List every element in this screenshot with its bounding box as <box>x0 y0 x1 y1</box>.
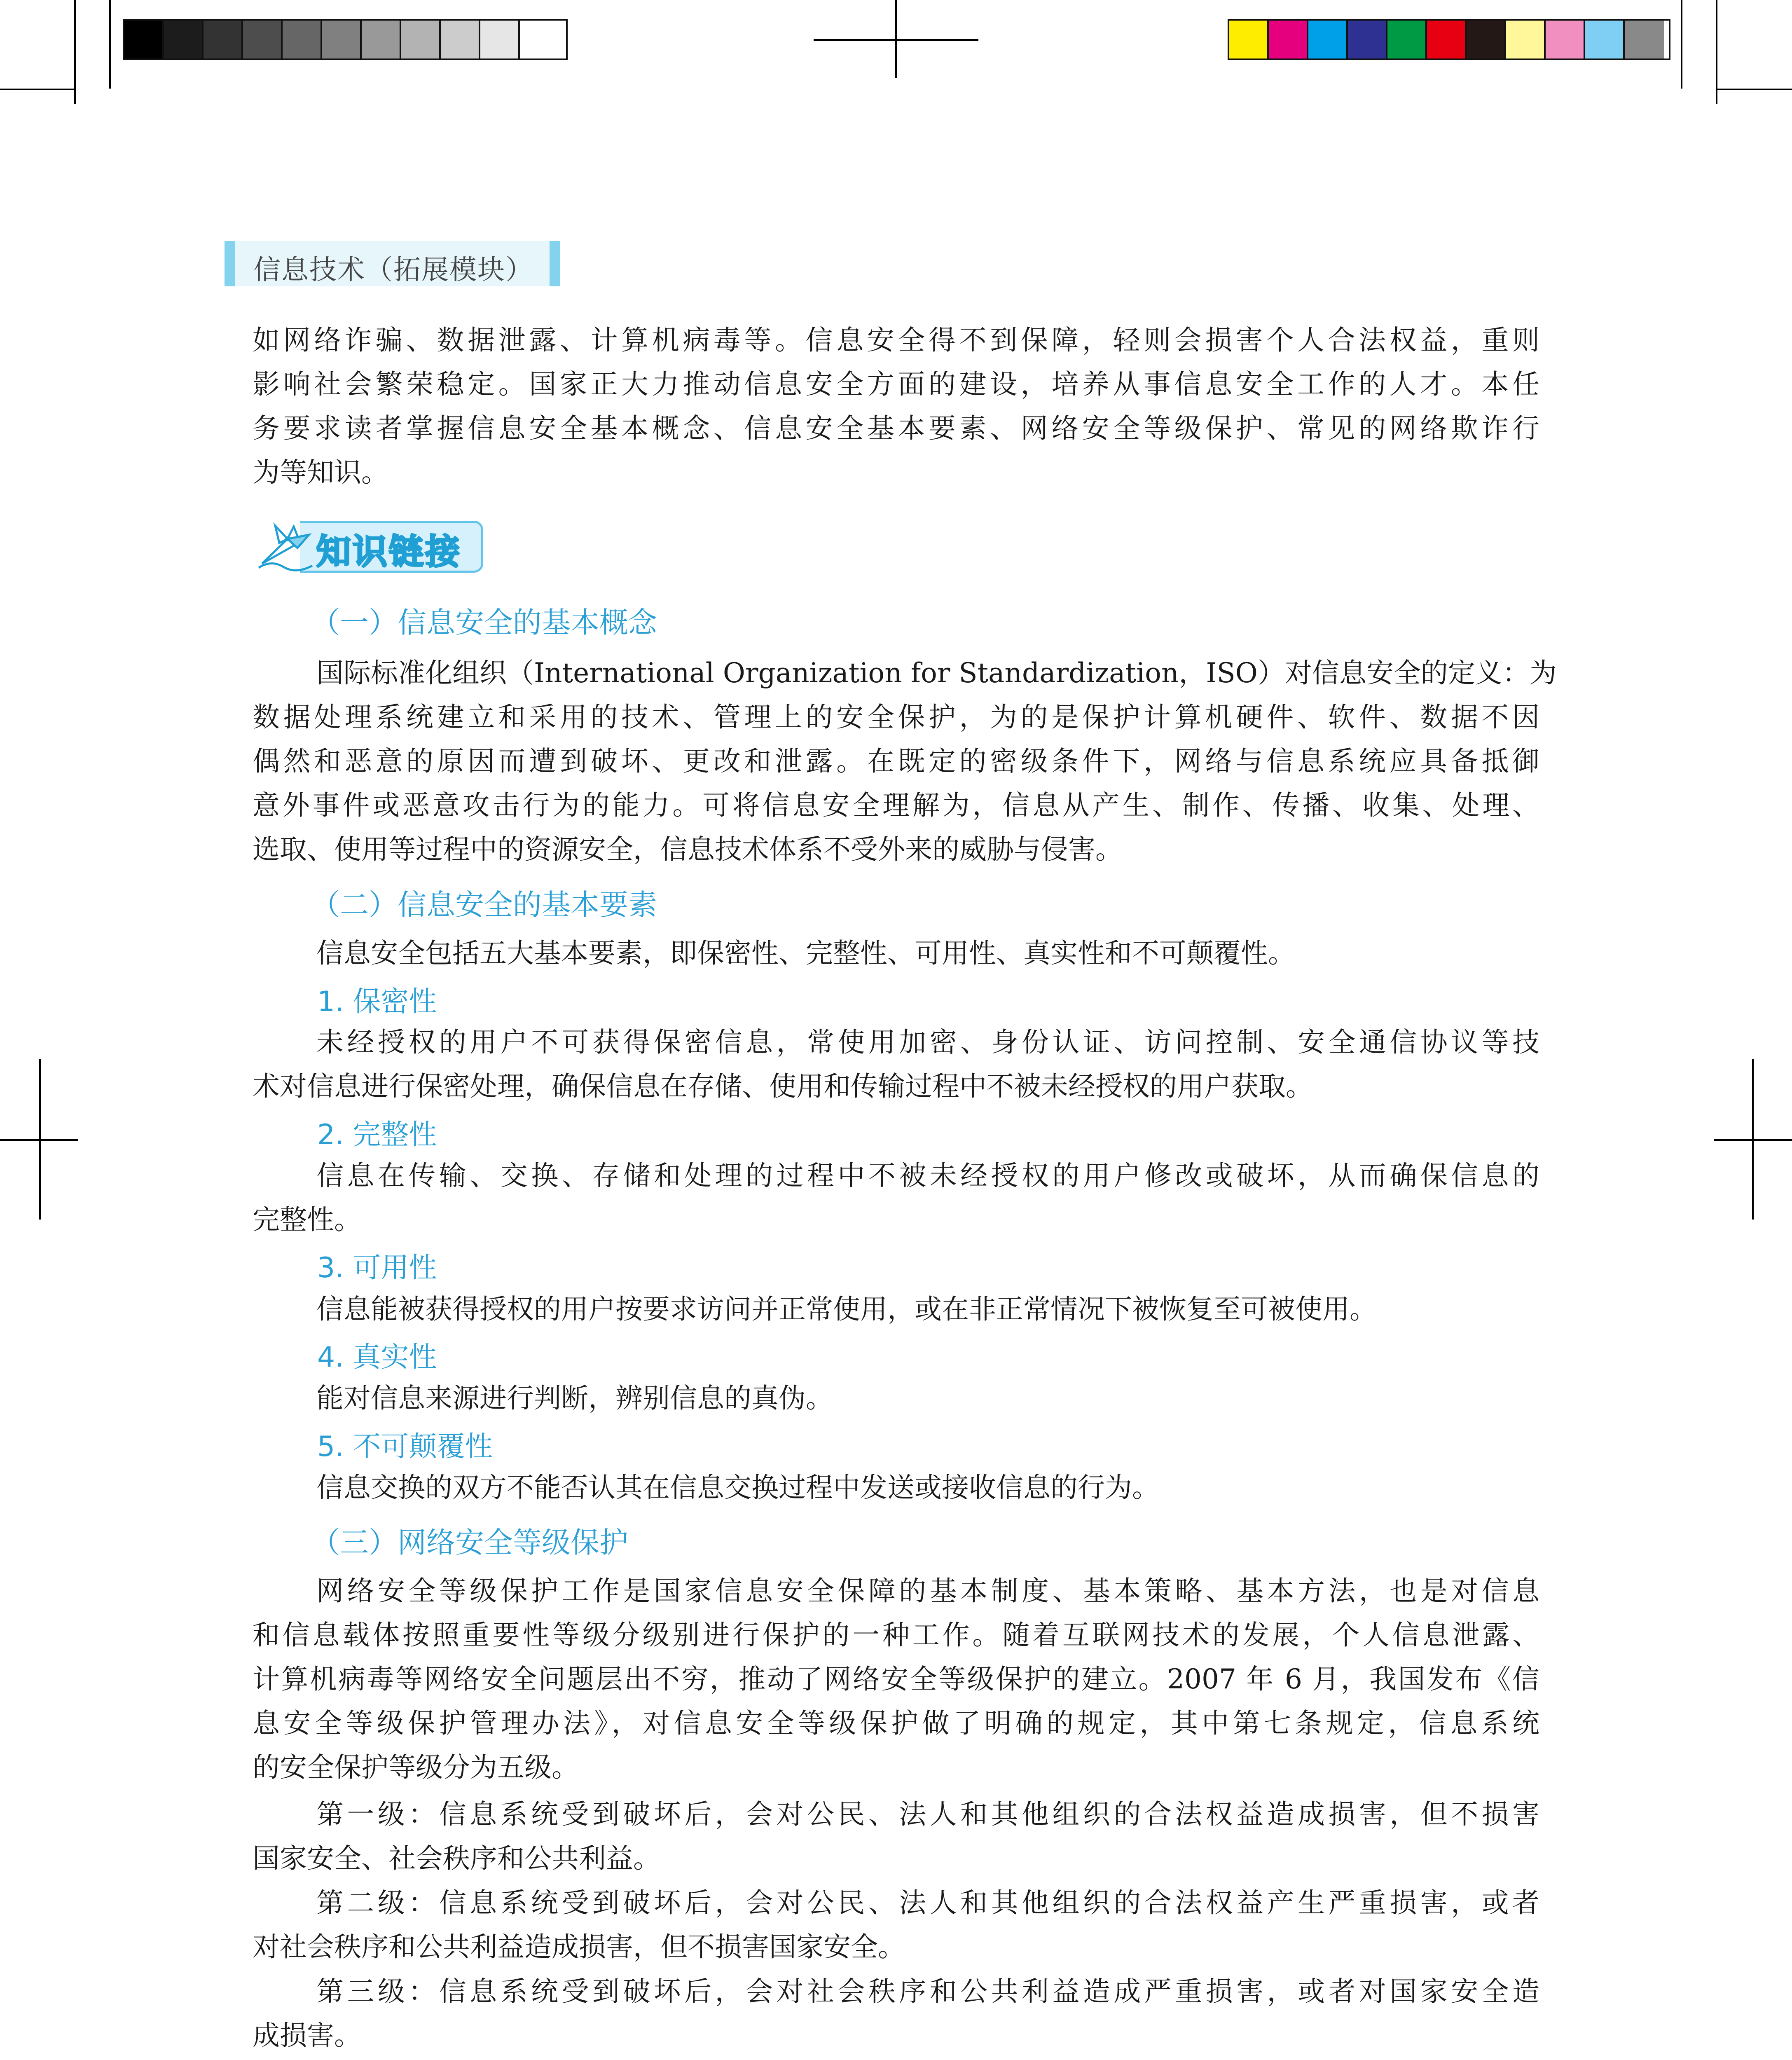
text-line-indented: 国际标准化组织（International Organization for Standardization，ISO）对信息安全的定义：为 <box>316 657 1557 689</box>
color-swatch <box>1348 21 1387 59</box>
color-swatch <box>283 21 322 59</box>
section2-intro <box>253 931 1539 975</box>
subsection-heading: 5. 不可颠覆性 <box>317 1430 493 1463</box>
color-swatch <box>1625 21 1664 59</box>
text-line-indented: 未经授权的用户不可获得保密信息，常使用加密、身份认证、访问控制、安全通信协议等技 <box>316 1026 1539 1058</box>
text-line-indented: 信息在传输、交换、存储和处理的过程中不被未经授权的用户修改或破坏，从而确保信息的 <box>316 1160 1539 1192</box>
item-paragraph <box>253 1376 1539 1420</box>
text-line: 对社会秩序和公共利益造成损害，但不损害国家安全。 <box>253 1931 905 1963</box>
text-line-indented: 信息安全包括五大基本要素，即保密性、完整性、可用性、真实性和不可颠覆性。 <box>316 937 1295 969</box>
text-line-indented: 第二级：信息系统受到破坏后，会对公民、法人和其他组织的合法权益产生严重损害，或者 <box>316 1887 1539 1919</box>
section-heading: （二）信息安全的基本要素 <box>311 888 657 922</box>
color-swatch <box>1546 21 1585 59</box>
color-swatch <box>520 21 559 59</box>
text-line: 务要求读者掌握信息安全基本概念、信息安全基本要素、网络安全等级保护、常见的网络欺诈行 <box>253 412 1539 444</box>
text-line: 计算机病毒等网络安全问题层出不穷，推动了网络安全等级保护的建立。2007 年 6 月，我国发布《信 <box>253 1663 1539 1695</box>
text-line: 的安全保护等级分为五级。 <box>253 1751 579 1783</box>
color-swatch <box>1387 21 1427 59</box>
subsection-heading: 2. 完整性 <box>317 1119 437 1151</box>
level-paragraph <box>253 1792 1539 1880</box>
text-line-indented: 网络安全等级保护工作是国家信息安全保障的基本制度、基本策略、基本方法，也是对信息 <box>316 1575 1539 1607</box>
subsection-heading: 3. 可用性 <box>317 1252 437 1284</box>
section3-paragraph <box>253 1569 1539 1789</box>
level-paragraph <box>253 1969 1539 2058</box>
text-line <box>253 1376 1539 1420</box>
text-line: 完整性。 <box>253 1204 361 1236</box>
color-swatch <box>362 21 401 59</box>
text-line: 影响社会繁荣稳定。国家正大力推动信息安全方面的建设，培养从事信息安全工作的人才。本任 <box>253 368 1539 400</box>
color-swatch <box>1229 21 1269 59</box>
text-line: 国家安全、社会秩序和公共利益。 <box>253 1842 660 1874</box>
color-swatch <box>1585 21 1625 59</box>
text-line <box>253 651 1557 695</box>
text-line <box>253 1881 1539 1925</box>
color-swatch <box>164 21 204 59</box>
intro-paragraph <box>253 318 1539 494</box>
running-header-title: 信息技术（拓展模块） <box>253 254 533 286</box>
text-line-indented: 能对信息来源进行判断，辨别信息的真伪。 <box>316 1382 833 1414</box>
section1-paragraph <box>253 651 1557 871</box>
text-line-indented: 第一级：信息系统受到破坏后，会对公民、法人和其他组织的合法权益造成损害，但不损害 <box>316 1798 1539 1830</box>
color-swatch <box>1506 21 1546 59</box>
text-line: 术对信息进行保密处理，确保信息在存储、使用和传输过程中不被未经授权的用户获取。 <box>253 1070 1313 1102</box>
text-line-indented: 第三级：信息系统受到破坏后，会对社会秩序和公共利益造成严重损害，或者对国家安全造 <box>316 1976 1539 2007</box>
color-swatch <box>204 21 243 59</box>
subsection-heading: 1. 保密性 <box>317 986 437 1018</box>
color-swatch <box>124 21 164 59</box>
color-swatch <box>441 21 480 59</box>
badge-label: 知识链接 <box>316 531 462 572</box>
text-line <box>253 1969 1539 2013</box>
header-stripe-right <box>550 241 560 286</box>
text-line: 如网络诈骗、数据泄露、计算机病毒等。信息安全得不到保障，轻则会损害个人合法权益，重则 <box>253 324 1539 356</box>
item-paragraph <box>253 1154 1539 1242</box>
text-line <box>253 1792 1539 1836</box>
color-swatch <box>1427 21 1467 59</box>
color-swatch <box>322 21 362 59</box>
color-calibration-bar <box>1228 19 1670 60</box>
color-swatch <box>1308 21 1348 59</box>
text-line: 为等知识。 <box>253 456 388 488</box>
color-swatch <box>401 21 441 59</box>
text-line: 数据处理系统建立和采用的技术、管理上的安全保护，为的是保护计算机硬件、软件、数据不因 <box>253 701 1539 733</box>
text-line <box>253 1569 1539 1613</box>
text-line: 选取、使用等过程中的资源安全，信息技术体系不受外来的威胁与侵害。 <box>253 833 1123 865</box>
item-paragraph <box>253 1465 1539 1510</box>
section-heading: （一）信息安全的基本概念 <box>311 606 657 639</box>
text-line <box>253 1020 1539 1064</box>
running-header <box>225 241 560 286</box>
item-paragraph <box>253 1020 1539 1108</box>
knowledge-link-badge <box>255 518 485 573</box>
color-swatch <box>480 21 520 59</box>
text-line: 偶然和恶意的原因而遭到破坏、更改和泄露。在既定的密级条件下，网络与信息系统应具备抵御 <box>253 745 1539 777</box>
text-line <box>253 931 1539 975</box>
subsection-heading: 4. 真实性 <box>317 1341 437 1374</box>
text-line <box>253 1465 1539 1510</box>
text-line <box>253 1287 1539 1331</box>
text-line: 和信息载体按照重要性等级分级别进行保护的一种工作。随着互联网技术的发展，个人信息泄露、 <box>253 1619 1539 1651</box>
text-line: 息安全等级保护管理办法》，对信息安全等级保护做了明确的规定，其中第七条规定，信息系统 <box>253 1707 1539 1739</box>
text-line: 成损害。 <box>253 2020 361 2051</box>
text-line-indented: 信息交换的双方不能否认其在信息交换过程中发送或接收信息的行为。 <box>316 1472 1159 1503</box>
item-paragraph <box>253 1287 1539 1331</box>
grayscale-calibration-bar <box>123 19 568 60</box>
level-paragraph <box>253 1881 1539 1969</box>
text-line: 意外事件或恶意攻击行为的能力。可将信息安全理解为，信息从产生、制作、传播、收集、处理、 <box>253 789 1539 821</box>
header-stripe-left <box>225 241 235 286</box>
color-swatch <box>243 21 283 59</box>
section-heading: （三）网络安全等级保护 <box>311 1526 628 1559</box>
color-swatch <box>1467 21 1506 59</box>
text-line-indented: 信息能被获得授权的用户按要求访问并正常使用，或在非正常情况下被恢复至可被使用。 <box>316 1293 1377 1325</box>
text-line <box>253 1154 1539 1198</box>
color-swatch <box>1269 21 1308 59</box>
pinwheel-icon <box>255 518 321 573</box>
